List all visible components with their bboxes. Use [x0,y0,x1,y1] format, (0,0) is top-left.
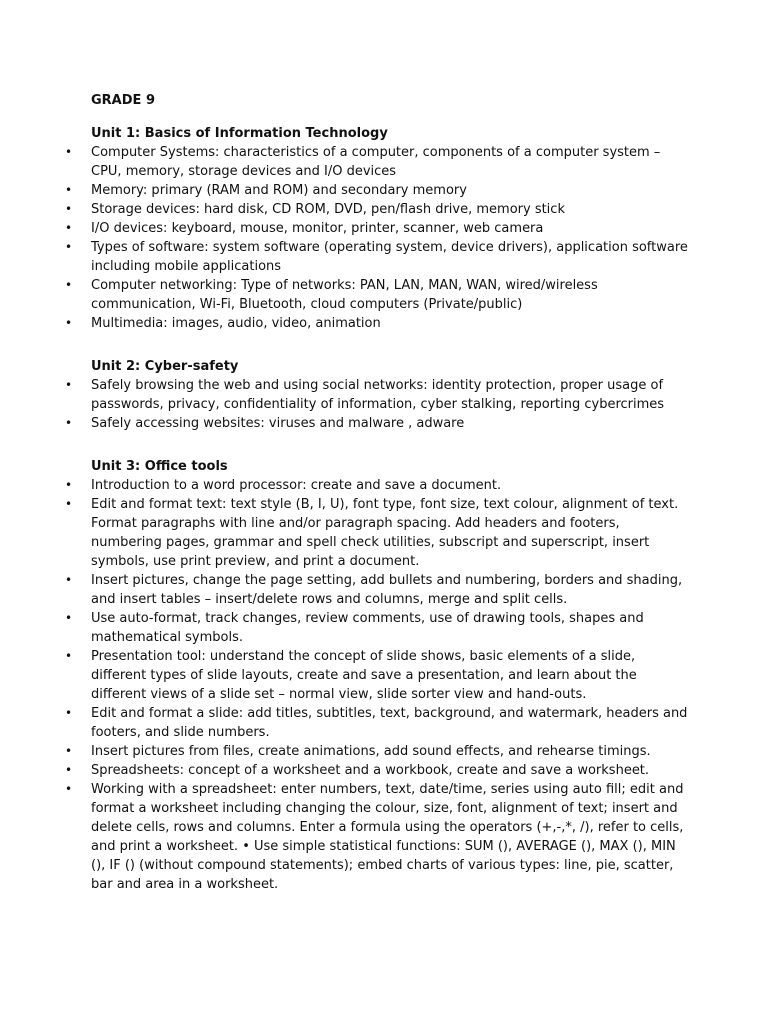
bullet-icon: • [65,378,73,392]
list-item [62,414,690,433]
list-item-text: Edit and format a slide: add titles, subtitles, text, background, and watermark, headers and footers, and slide numbers. [91,706,688,740]
list-item [62,742,690,761]
list-item-text: Insert pictures, change the page setting, add bullets and numbering, borders and shading, and insert tables – insert/delete rows and columns, merge and split cells. [91,573,683,607]
bullet-icon: • [65,706,73,720]
list-item-text: Safely accessing websites: viruses and malware , adware [91,416,465,431]
bullet-icon: • [65,145,73,159]
unit-1-section [62,124,690,333]
list-item-text: Multimedia: images, audio, video, animation [91,316,381,331]
list-item-text: I/O devices: keyboard, mouse, monitor, printer, scanner, web camera [91,221,544,236]
list-item [62,238,690,276]
list-item [62,181,690,200]
bullet-icon: • [65,497,73,511]
list-item-text: Use auto-format, track changes, review comments, use of drawing tools, shapes and mathematical symbols. [91,611,644,645]
list-item [62,780,690,894]
bullet-icon: • [65,416,73,430]
list-item-text: Insert pictures from files, create animations, add sound effects, and rehearse timings. [91,744,651,759]
bullet-icon: • [65,316,73,330]
list-item-text: Presentation tool: understand the concept of slide shows, basic elements of a slide, different types of slide layouts, create and save a presentation, and learn about the different views of a slide set – normal view, slide sorter view and hand-outs. [91,649,637,702]
list-item [62,761,690,780]
list-item-text: Introduction to a word processor: create and save a document. [91,478,502,493]
list-item [62,571,690,609]
bullet-icon: • [65,183,73,197]
list-item-text: Edit and format text: text style (B, I, U), font type, font size, text colour, alignment of text. Format paragraphs with line and/or paragraph spacing. Add headers and footers, numbering pages, grammar and spell check utilities, subscript and superscript, insert symbols, use print preview, and print a document. [91,497,679,569]
list-item-text: Computer Systems: characteristics of a computer, components of a computer system – CPU, memory, storage devices and I/O devices [91,145,661,179]
bullet-icon: • [65,278,73,292]
unit-3-section [62,457,690,894]
list-item [62,200,690,219]
unit-2-title: Unit 2: Cyber-safety [91,359,239,374]
list-item-text: Spreadsheets: concept of a worksheet and a workbook, create and save a worksheet. [91,763,650,778]
list-item [62,495,690,571]
unit-1-list [62,143,690,333]
unit-3-list [62,476,690,894]
bullet-icon: • [65,221,73,235]
list-item [62,219,690,238]
bullet-icon: • [65,240,73,254]
list-item-text: Storage devices: hard disk, CD ROM, DVD, pen/flash drive, memory stick [91,202,565,217]
list-item [62,143,690,181]
list-item-text: Safely browsing the web and using social networks: identity protection, proper usage of passwords, privacy, confidentiality of information, cyber stalking, reporting cybercrimes [91,378,665,412]
list-item [62,609,690,647]
list-item [62,276,690,314]
list-item [62,647,690,704]
bullet-icon: • [65,649,73,663]
document-page [62,91,690,894]
list-item-text: Computer networking: Type of networks: PAN, LAN, MAN, WAN, wired/wireless communication, Wi-Fi, Bluetooth, cloud computers (Private/public) [91,278,598,312]
list-item [62,314,690,333]
list-item-text: Memory: primary (RAM and ROM) and secondary memory [91,183,467,198]
unit-2-section [62,357,690,433]
bullet-icon: • [65,744,73,758]
list-item-text: Types of software: system software (operating system, device drivers), application software including mobile applications [91,240,688,274]
bullet-icon: • [65,782,73,796]
grade-title: GRADE 9 [91,93,155,108]
bullet-icon: • [65,202,73,216]
list-item [62,376,690,414]
bullet-icon: • [65,573,73,587]
bullet-icon: • [65,478,73,492]
unit-2-list [62,376,690,433]
bullet-icon: • [65,763,73,777]
list-item [62,476,690,495]
list-item [62,704,690,742]
unit-1-title: Unit 1: Basics of Information Technology [91,126,388,141]
bullet-icon: • [65,611,73,625]
unit-3-title: Unit 3: Office tools [91,459,228,474]
list-item-text: Working with a spreadsheet: enter numbers, text, date/time, series using auto fill; edit and format a worksheet including changing the colour, size, font, alignment of text; insert and delete cells, rows and columns. Enter a formula using the operators (+,-,*, /), refer to cells, and print a worksheet. • Use simple statistical functions: SUM (), AVERAGE (), MAX (), MIN (), IF () (without compound statements); embed charts of various types: line, pie, scatter, bar and area in a worksheet. [91,782,684,892]
